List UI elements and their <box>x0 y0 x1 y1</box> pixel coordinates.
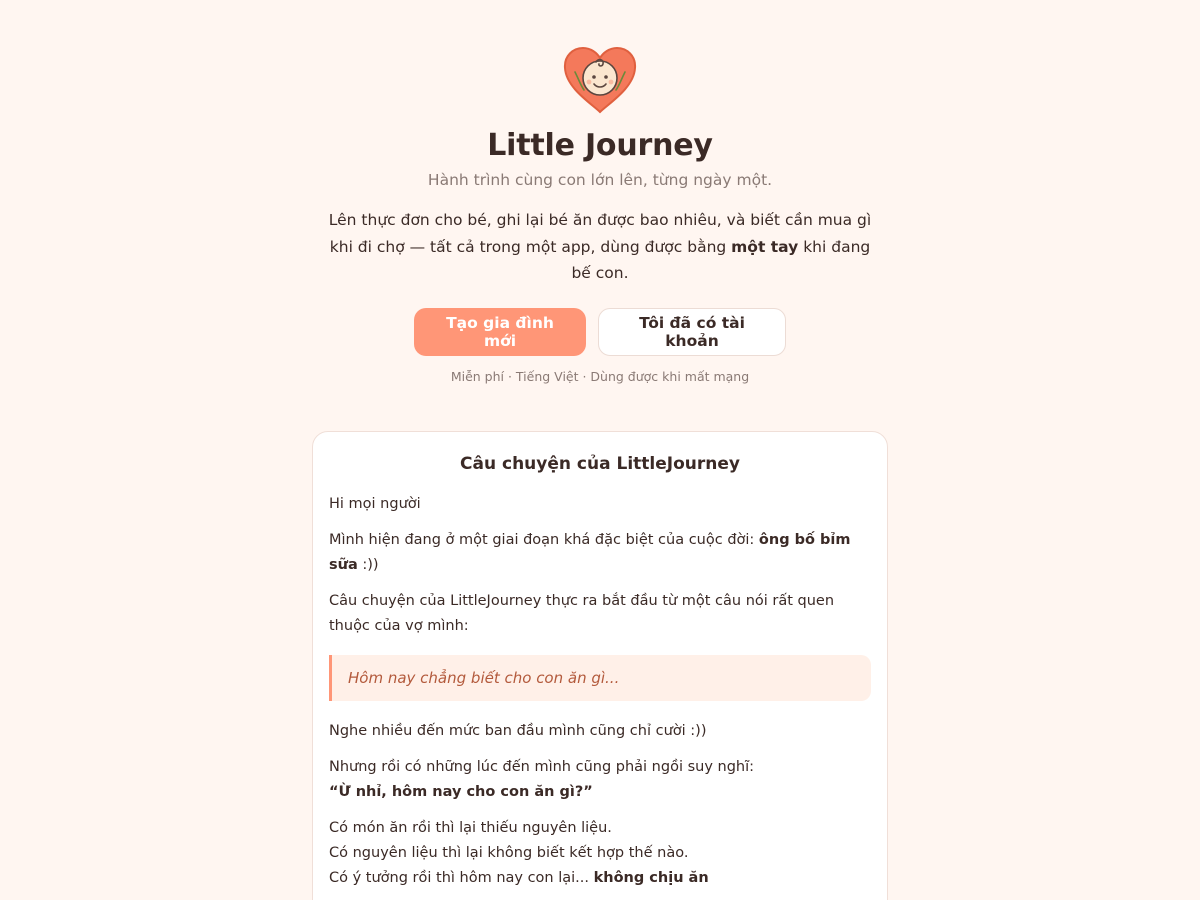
story-paragraph-1: Hi mọi người <box>329 496 421 512</box>
feature-note: Miễn phí · Tiếng Việt · Dùng được khi mất mạng <box>450 368 750 384</box>
story-p6-line1: Có món ăn rồi thì lại thiếu nguyên liệu. <box>329 820 612 836</box>
story-paragraph-2 <box>329 528 871 578</box>
story-p2-tail: :)) <box>357 557 379 573</box>
story-p6-line3-bold: không chịu ăn <box>593 870 709 886</box>
story-paragraph-5 <box>329 755 871 805</box>
cta-group <box>414 308 786 356</box>
story-p2-bold: ông bố bỉm sữa <box>329 532 851 573</box>
story-title: Câu chuyện của LittleJourney <box>460 454 740 474</box>
story-p5-text: Nhưng rồi có những lúc đến mình cũng phải ngồi suy nghĩ: <box>329 759 755 775</box>
story-p6-line3 <box>329 866 871 891</box>
existing-account-button[interactable]: Tôi đã có tài khoản <box>598 308 786 356</box>
story-p6-line2: Có nguyên liệu thì lại không biết kết hợp thế nào. <box>329 845 689 861</box>
create-family-button[interactable]: Tạo gia đình mới <box>414 308 586 356</box>
app-tagline: Hành trình cùng con lớn lên, từng ngày một. <box>427 171 773 189</box>
lead-text-part1: Lên thực đơn cho bé, ghi lại bé ăn được bao nhiêu, và biết cần mua gì khi đi chợ — tất cả trong một app, dùng được bằng <box>328 211 872 256</box>
story-p6-line3-text: Có ý tưởng rồi thì hôm nay con lại... <box>329 870 594 886</box>
story-p2-text: Mình hiện đang ở một giai đoạn khá đặc biệt của cuộc đời: <box>329 532 759 548</box>
lead-paragraph <box>320 207 880 287</box>
story-card <box>312 431 888 900</box>
story-paragraph-3: Câu chuyện của LittleJourney thực ra bắt đầu từ một câu nói rất quen thuộc của vợ mình: <box>329 593 835 634</box>
app-title: Little Journey <box>487 128 713 163</box>
story-paragraph-6 <box>329 816 871 891</box>
story-quote: Hôm nay chẳng biết cho con ăn gì... <box>329 655 871 701</box>
story-paragraph-4: Nghe nhiều đến mức ban đầu mình cũng chỉ cười :)) <box>329 723 707 739</box>
lead-text-part2: khi đang bế con. <box>571 237 871 282</box>
heart-baby-icon <box>562 46 638 114</box>
lead-text-bold: một tay <box>731 237 799 256</box>
story-p5-bold: “Ừ nhỉ, hôm nay cho con ăn gì?” <box>329 784 593 800</box>
hero-section <box>0 0 1200 384</box>
